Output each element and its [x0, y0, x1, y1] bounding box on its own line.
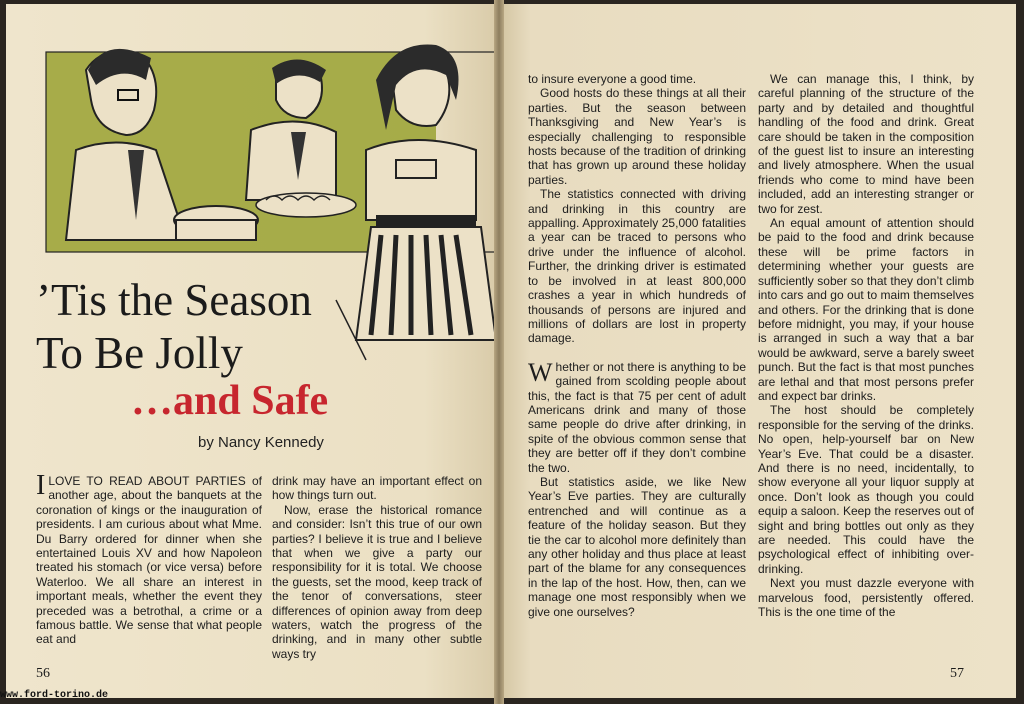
left-column-1 — [36, 470, 262, 647]
paragraph: Good hosts do these things at all their parties. But the season between Thanksgiving and New Year’s is especially challenging to responsible hosts because of the tradition of drinking that has grown up around these holiday parties. — [528, 86, 746, 187]
book-gutter — [494, 0, 504, 704]
page-number: 57 — [950, 666, 964, 681]
paragraph: drink may have an important effect on how things turn out. — [272, 474, 482, 503]
paragraph: The statistics connected with driving and drinking in this country are appalling. Approximately 25,000 fatalities a year can be traced to persons who drive under the influence of alcohol. Further, the drinking driver is estimated to be involved in at least 800,000 crashes a year in which hundreds of thousands of persons are injured and millions of dollars are lost in property damage. — [528, 187, 746, 346]
right-column-2 — [758, 72, 974, 619]
paragraph: LOVE TO READ ABOUT PARTIES of another age, about the banquets at the coronation of kings or the inauguration of presidents. I am curious about what Mme. Du Barry ordered for dinner when she entertained Louis XV and how Napoleon treated his stomach (or vice versa) before Waterloo. We all share an interest in important meals, whether the event they preceded was a betrothal, a crime or a famous battle. We sense that what people eat and — [36, 474, 262, 647]
paragraph: Now, erase the historical romance and consider: Isn’t this true of our own parties? I believe it is true and I believe that when we give a party our responsibility for it is total. We choose the guests, set the mood, keep track of the tenor of conversations, steer differences of opinion away from deep waters, watch the progress of the drinking, and in many other subtle ways try — [272, 502, 482, 661]
paragraph: to insure everyone a good time. — [528, 72, 697, 86]
page-number: 56 — [36, 666, 50, 681]
paragraph: We can manage this, I think, by careful planning of the structure of the party and by detailed and thoughtful handling of the food and drink. Great care should be taken in the composition of the guest list to insure an interesting and lively atmosphere. When the usual friends who come to mind have been included, add an interesting stranger or two for zest. — [758, 72, 974, 216]
left-column-2 — [272, 474, 482, 661]
right-column-1 — [528, 72, 746, 619]
paragraph: The host should be completely responsible for the serving of the drinks. No open, help-yourself bar on New Year’s Eve. That could be a disaster. And there is no need, incidentally, to show everyone all your liquor supply at once. Don’t look as though you could equip a saloon. Keep the reserves out of sight and bring bottles out only as they are needed. This could have the psychological effect of inhibiting over-drinking. — [758, 403, 974, 576]
drop-cap: W — [528, 357, 553, 387]
paragraph: Next you must dazzle everyone with marvelous food, persistently offered. This is the one time of the — [758, 576, 974, 620]
byline: by Nancy Kennedy — [198, 434, 324, 451]
right-page — [500, 4, 1016, 698]
title-line-2: To Be Jolly — [36, 328, 243, 378]
drop-cap: I — [36, 470, 46, 501]
watermark: www.ford-torino.de — [0, 690, 109, 701]
title-line-1: ’Tis the Season — [36, 275, 312, 325]
left-page — [6, 4, 498, 698]
paragraph: An equal amount of attention should be paid to the food and drink because these will be prime factors in determining whether your guests are sufficiently sober so that they don’t climb into cars and go out to maim themselves and others. For the drinking that is done before midnight, you may, if your house is arranged in such a way that a bar would be awkward, serve a barely sweet punch. But the fact is that most punches are lethal and that most persons prefer and expect bar drinks. — [758, 216, 974, 403]
title-line-3: …and Safe — [131, 378, 329, 424]
paragraph: hether or not there is anything to be gained from scolding people about this, the fact is that 75 per cent of adult Americans drink and many of those same people do drive after drinking, in spite of the obvious common sense that they are better off if they don’t combine the two. — [528, 359, 746, 475]
paragraph: But statistics aside, we like New Year’s Eve parties. They are culturally entrenched and will continue as a feature of the holiday season. But they tie the car to alcohol more definitely than any other holiday and thus place at least part of the blame for any consequences in the lap of the host. How, then, can we manage one most responsibly when we give one ourselves? — [528, 474, 746, 619]
